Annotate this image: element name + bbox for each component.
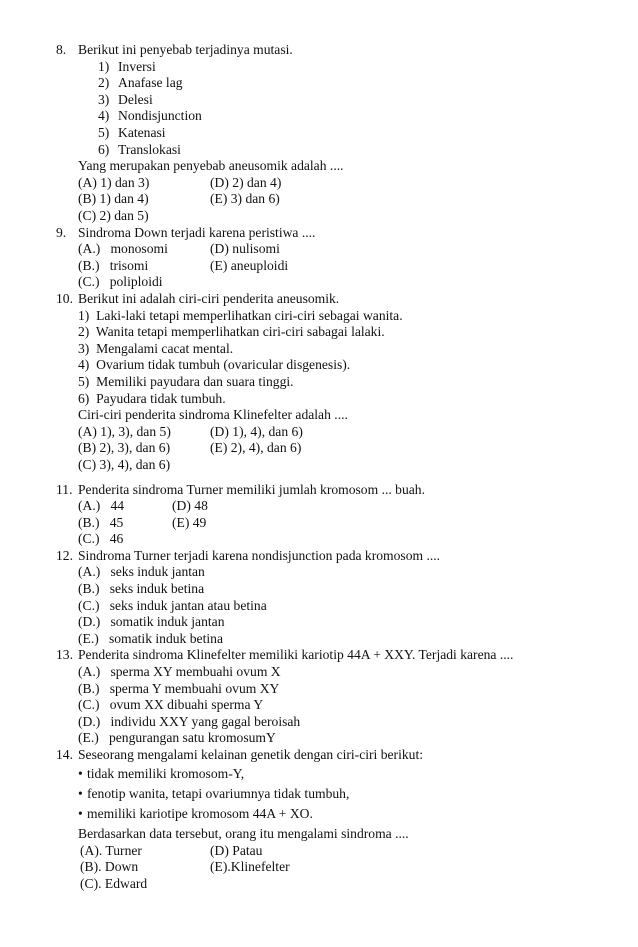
answer-option: (C.) seks induk jantan atau betina (78, 597, 267, 613)
list-item: 4) Ovarium tidak tumbuh (ovaricular disgenesis). (78, 357, 351, 373)
question-12 (56, 548, 616, 648)
answer-option: (D) Patau (210, 842, 263, 858)
answer-option: (C) 2) dan 5) (78, 207, 149, 223)
answer-option: (C) 3), 4), dan 6) (78, 456, 171, 472)
question-14 (56, 747, 616, 892)
question-number: 10. (56, 291, 73, 306)
question-number: 13. (56, 647, 73, 663)
list-item: 1) Inversi (98, 58, 156, 74)
question-number: 9. (56, 224, 67, 240)
answer-option: (A). Turner (80, 842, 142, 858)
list-item: 6) Translokasi (98, 141, 181, 157)
list-item: 2) Anafase lag (98, 75, 183, 91)
answer-option: (A.) sperma XY membuahi ovum X (78, 663, 281, 679)
answer-option: (D.) individu XXY yang gagal beroisah (78, 713, 301, 729)
question-text: Penderita sindroma Klinefelter memiliki kariotip 44A + XXY. Terjadi karena .... (78, 647, 514, 663)
list-item: 3) Delesi (98, 91, 153, 107)
answer-option: (C.) poliploidi (78, 274, 163, 290)
answer-option: (D) nulisomi (210, 241, 280, 257)
question-prompt: Berdasarkan data tersebut, orang itu mengalami sindroma .... (78, 825, 409, 841)
list-item: 4) Nondisjunction (98, 108, 202, 124)
bullet-item: • memiliki kariotipe kromosom 44A + XO. (78, 804, 313, 824)
answer-option: (E) 2), 4), dan 6) (210, 440, 302, 456)
answer-option: (D) 2) dan 4) (210, 174, 282, 190)
answer-option: (D.) somatik induk jantan (78, 614, 225, 630)
question-text: Sindroma Down terjadi karena peristiwa .... (78, 224, 316, 240)
answer-option: (B.) sperma Y membuahi ovum XY (78, 680, 280, 696)
question-13 (56, 647, 616, 747)
bullet-item: • tidak memiliki kromosom-Y, (78, 764, 244, 784)
answer-option: (E) aneuploidi (210, 257, 289, 273)
question-prompt: Yang merupakan penyebab aneusomik adalah .... (78, 158, 344, 174)
question-prompt: Ciri-ciri penderita sindroma Klinefelter adalah .... (78, 407, 348, 423)
question-10 (56, 291, 616, 474)
answer-option: (E.) pengurangan satu kromosumY (78, 730, 276, 746)
bullet-icon: • (78, 785, 83, 801)
answer-option: (E) 3) dan 6) (210, 191, 280, 207)
question-8 (56, 42, 616, 225)
answer-option: (B). Down (80, 859, 139, 875)
answer-option: (D) 48 (172, 498, 208, 514)
answer-option: (B) 1) dan 4) (78, 191, 149, 207)
answer-option: (B) 2), 3), dan 6) (78, 440, 171, 456)
answer-option: (D) 1), 4), dan 6) (210, 423, 303, 439)
bullet-icon: • (78, 765, 83, 781)
list-item: 3) Mengalami cacat mental. (78, 340, 234, 356)
answer-option: (A.) 44 (78, 498, 125, 514)
question-number: 14. (56, 747, 73, 762)
bullet-item: • fenotip wanita, tetapi ovariumnya tidak tumbuh, (78, 784, 349, 804)
question-text: Penderita sindroma Turner memiliki jumlah kromosom ... buah. (78, 481, 425, 497)
list-item: 5) Katenasi (98, 124, 166, 140)
list-item: 6) Payudara tidak tumbuh. (78, 390, 226, 406)
question-9 (56, 225, 616, 291)
question-text: Berikut ini penyebab terjadinya mutasi. (78, 42, 293, 57)
question-number: 11. (56, 481, 73, 497)
answer-option: (E).Klinefelter (210, 859, 290, 875)
question-number: 12. (56, 547, 73, 563)
question-number: 8. (56, 42, 67, 57)
question-text: Seseorang mengalami kelainan genetik dengan ciri-ciri berikut: (78, 747, 424, 762)
answer-option: (A.) seks induk jantan (78, 564, 205, 580)
list-item: 5) Memiliki payudara dan suara tinggi. (78, 373, 294, 389)
answer-option: (B.) 45 (78, 514, 124, 530)
answer-option: (E) 49 (172, 514, 207, 530)
question-text: Sindroma Turner terjadi karena nondisjunction pada kromosom .... (78, 547, 441, 563)
answer-option: (A) 1), 3), dan 5) (78, 423, 171, 439)
answer-option: (E.) somatik induk betina (78, 630, 223, 646)
question-text: Berikut ini adalah ciri-ciri penderita aneusomik. (78, 291, 340, 306)
answer-option: (A.) monosomi (78, 241, 168, 257)
answer-option: (A) 1) dan 3) (78, 174, 150, 190)
answer-option: (C). Edward (80, 875, 148, 891)
answer-option: (B.) trisomi (78, 257, 149, 273)
list-item: 1) Laki-laki tetapi memperlihatkan ciri-ciri sebagai wanita. (78, 307, 403, 323)
answer-option: (C.) 46 (78, 531, 124, 547)
question-11 (56, 482, 616, 548)
answer-option: (B.) seks induk betina (78, 580, 205, 596)
answer-option: (C.) ovum XX dibuahi sperma Y (78, 697, 264, 713)
bullet-icon: • (78, 805, 83, 821)
list-item: 2) Wanita tetapi memperlihatkan ciri-ciri sabagai lalaki. (78, 324, 385, 340)
